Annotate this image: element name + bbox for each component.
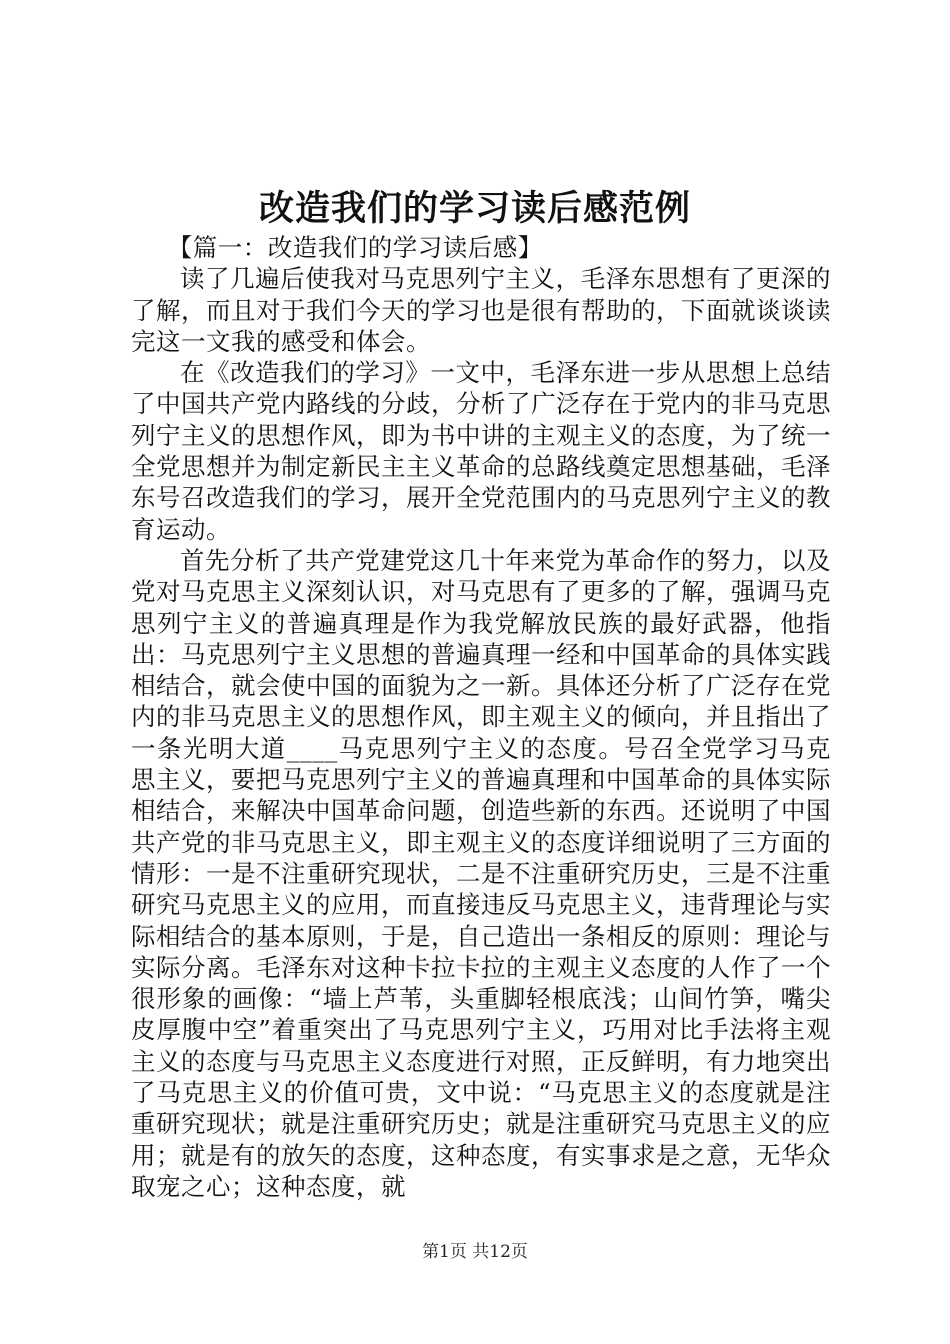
paragraph-3: 首先分析了共产党建党这几十年来党为革命作的努力，以及党对马克思主义深刻认识，对马克思有了更多的了解，强调马克思列宁主义的普遍真理是作为我党解放民族的最好武器，他指出：马克思列宁主义思想的普遍真理一经和中国革命的具体实践相结合，就会使中国的面貌为之一新。具体还分析了广泛存在党内的非马克思主义的思想作风，即主观主义的倾向，并且指出了一条光明大道____马克思列宁主义的态度。号召全党学习马克思主义，要把马克思列宁主义的普遍真理和中国革命的具体实际相结合，来解决中国革命问题，创造些新的东西。还说明了中国共产党的非马克思主义，即主观主义的态度详细说明了三方面的情形：一是不注重研究现状，二是不注重研究历史，三是不注重研究马克思主义的应用，而直接违反马克思主义，违背理论与实际相结合的基本原则，于是，自己造出一条相反的原则：理论与实际分离。毛泽东对这种卡拉卡拉的主观主义态度的人作了一个很形象的画像：“墙上芦苇，头重脚轻根底浅；山间竹笋，嘴尖皮厚腹中空”着重突出了马克思列宁主义，巧用对比手法将主观主义的态度与马克思主义态度进行对照，正反鲜明，有力地突出了马克思主义的价值可贵，文中说：“马克思主义的态度就是注重研究现状；就是注重研究历史；就是注重研究马克思主义的应用；就是有的放矢的态度，这种态度，有实事求是之意，无华众取宠之心；这种态度，就 bbox=[131, 545, 831, 1201]
document-title: 改造我们的学习读后感范例 bbox=[258, 188, 691, 229]
page-number-footer: 第1页 共12页 bbox=[422, 1242, 528, 1262]
document-body bbox=[131, 232, 831, 1202]
paragraph-2: 在《改造我们的学习》一文中，毛泽东进一步从思想上总结了中国共产党内路线的分歧，分析了广泛存在于党内的非马克思列宁主义的思想作风，即为书中讲的主观主义的态度，为了统一全党思想并为制定新民主主义革命的总路线奠定思想基础，毛泽东号召改造我们的学习，展开全党范围内的马克思列宁主义的教育运动。 bbox=[131, 358, 831, 544]
paragraph-1: 读了几遍后使我对马克思列宁主义，毛泽东思想有了更深的了解，而且对于我们今天的学习也是很有帮助的，下面就谈谈读完这一文我的感受和体会。 bbox=[131, 264, 831, 356]
section-heading: 【篇一：改造我们的学习读后感】 bbox=[167, 233, 543, 262]
